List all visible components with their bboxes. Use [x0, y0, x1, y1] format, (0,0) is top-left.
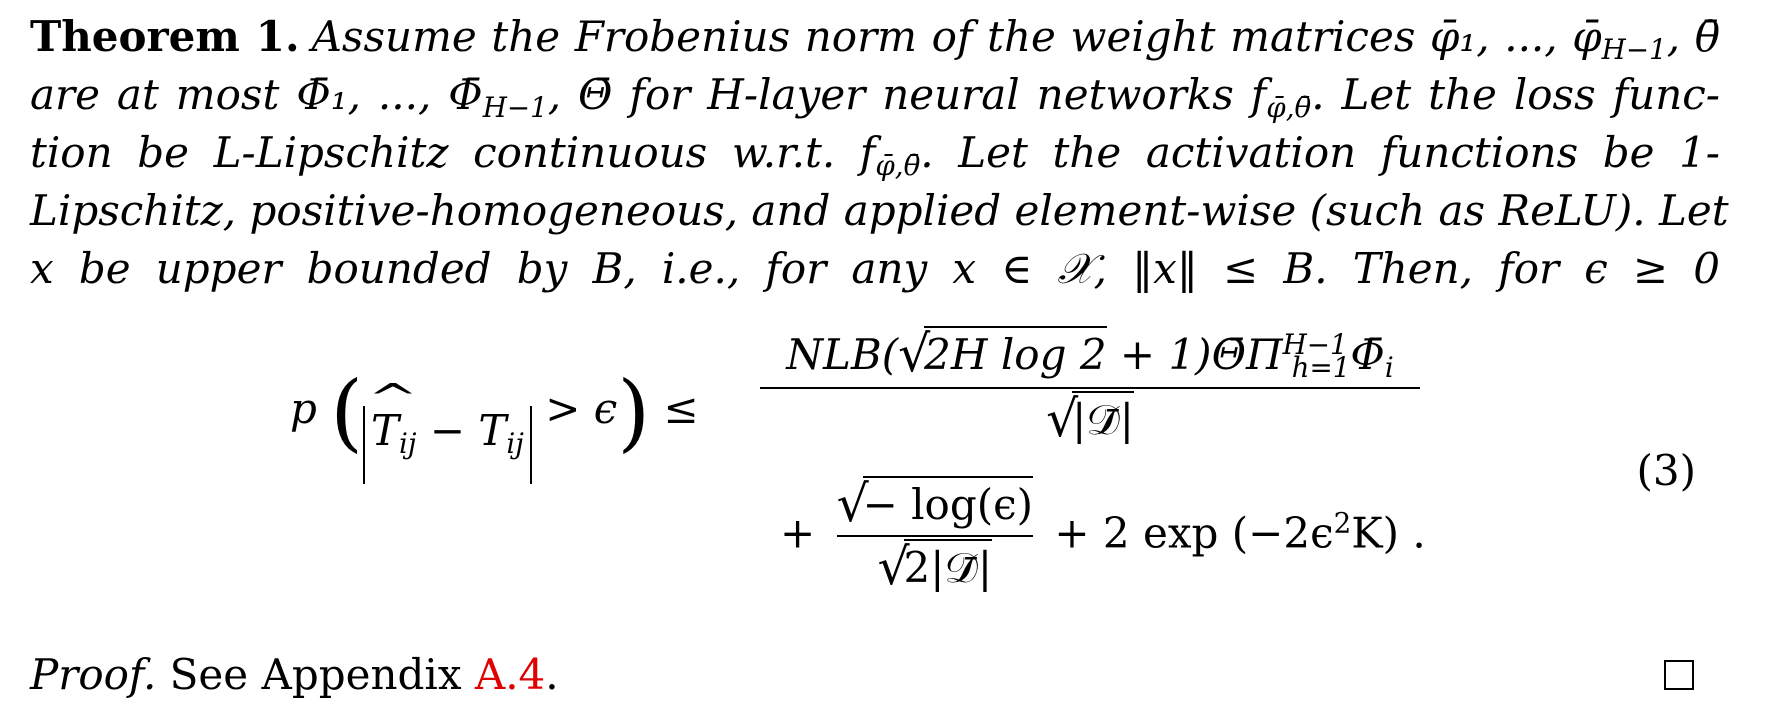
abs-bars: [363, 406, 532, 484]
theorem-line1-syms: φ̄₁, ..., φ̄: [1430, 12, 1602, 61]
theorem-line-5: x be upper bounded by B, i.e., for any x ∈ 𝒳, ‖x‖ ≤ B. Then, for ϵ ≥ 0: [30, 244, 1720, 293]
minus-t: − T: [416, 406, 507, 455]
theorem-line2-fsub: φ̄,θ̄: [1266, 90, 1312, 124]
theorem-line-3: [30, 124, 1720, 182]
theorem-line3-end: . Let the activation functions be 1-: [920, 128, 1721, 177]
proof-label: Proof.: [30, 650, 157, 699]
frac2-den: 2|𝒟̄|: [904, 539, 993, 592]
theorem-line2-syms: Φ̄₁, ..., Φ̄: [296, 70, 483, 119]
theorem-line1-end: , θ̄: [1666, 12, 1720, 61]
equation-3: [0, 300, 1766, 630]
den-content: |𝒟̄|: [1072, 391, 1134, 444]
equation-number: (3): [1636, 446, 1696, 495]
t-hat: ^ T: [371, 406, 399, 455]
prod-sup: H−1: [1282, 327, 1348, 361]
right-paren: ): [617, 363, 651, 461]
left-paren: (: [330, 363, 364, 461]
greater-eps: > ϵ: [531, 384, 618, 433]
t-hat-sub: ij: [399, 426, 417, 460]
theorem-line3-text: tion be L-Lipschitz continuous w.r.t. f: [30, 128, 876, 177]
theorem-line-1: [30, 8, 1720, 66]
prob-p: p: [290, 384, 317, 433]
theorem-line2-mid: , Θ̄ for H-layer neural networks f: [547, 70, 1267, 119]
exp-sup: 2: [1333, 506, 1352, 540]
proof-end: .: [545, 650, 559, 699]
theorem-statement: [30, 8, 1729, 298]
sqrt-2hlog2: [898, 330, 1106, 379]
exp-term: + 2 exp (−2ϵ: [1054, 508, 1334, 558]
theorem-line2-text: are at most: [30, 70, 297, 119]
prod-sub: h=1: [1291, 350, 1351, 384]
num-phi-sub: i: [1384, 350, 1394, 384]
theorem-line2-end: . Let the loss func-: [1311, 70, 1720, 119]
frac2-num: − log(ϵ): [863, 476, 1033, 529]
fraction-2-rule: [837, 535, 1033, 537]
qed-box: [1664, 660, 1694, 690]
sqrt-d: [1046, 395, 1134, 445]
t-sub: ij: [506, 426, 524, 460]
leq-sign: ≤: [650, 384, 699, 433]
theorem-line2-sub: H−1: [482, 90, 548, 124]
theorem-line-4: Lipschitz, positive-homogeneous, and applied element-wise (such as ReLU). Let: [30, 186, 1729, 235]
sqrt-content: 2H log 2: [924, 326, 1106, 379]
exp-tail: K) .: [1351, 508, 1426, 558]
fraction-1-denominator: [760, 395, 1420, 445]
num-phi: Φ̄: [1350, 330, 1385, 379]
theorem-line1-sub: H−1: [1601, 32, 1667, 66]
sqrt-neglog: [837, 480, 1033, 529]
num-post: + 1)Θ̄Π: [1106, 330, 1283, 379]
sqrt-2d: [878, 543, 993, 593]
proof-line: [30, 646, 559, 704]
plus-sign: +: [780, 508, 816, 558]
theorem-line1-text: Assume the Frobenius norm of the weight matrices: [311, 12, 1430, 61]
equation-row-2: [780, 480, 1426, 593]
appendix-link[interactable]: A.4: [474, 650, 546, 699]
fraction-2: [837, 480, 1033, 593]
fraction-1: [760, 327, 1420, 445]
num-pre: NLB(: [786, 330, 899, 379]
theorem-line-2: [30, 66, 1720, 124]
proof-text: See Appendix: [156, 650, 475, 699]
fraction-1-rule: [760, 387, 1420, 389]
theorem-label: Theorem 1.: [30, 12, 300, 61]
theorem-line3-fsub: φ̄,θ̄: [875, 148, 921, 182]
equation-lhs: [290, 363, 699, 484]
fraction-1-numerator: [760, 327, 1420, 384]
